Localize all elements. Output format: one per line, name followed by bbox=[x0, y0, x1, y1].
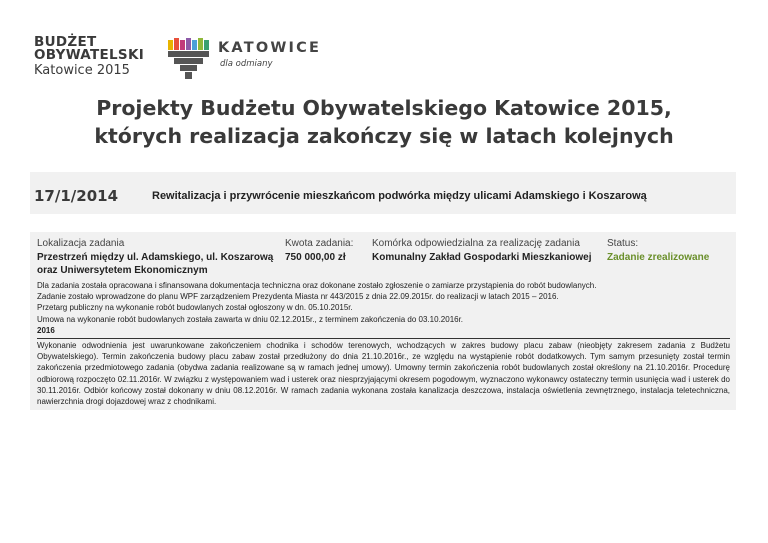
logo-bo-line2: OBYWATELSKI bbox=[34, 47, 145, 63]
location-value-line2: oraz Uniwersytetem Ekonomicznym bbox=[37, 265, 208, 276]
description-year: 2016 bbox=[37, 325, 55, 335]
amount-value: 750 000,00 zł bbox=[285, 252, 346, 263]
location-value-line1: Przestrzeń między ul. Adamskiego, ul. Koszarową bbox=[37, 252, 274, 263]
katowice-wordmark: KATOWICE bbox=[218, 40, 322, 56]
project-description bbox=[37, 280, 727, 336]
page-title-line1: Projekty Budżetu Obywatelskiego Katowice 2015, bbox=[96, 96, 672, 120]
logo-bo-line3: Katowice 2015 bbox=[34, 63, 130, 78]
budzet-obywatelski-logo bbox=[34, 36, 144, 78]
page-title-line2: których realizacja zakończy się w latach kolejnych bbox=[94, 124, 674, 148]
description-paragraph: Umowa na wykonanie robót budowlanych została zawarta w dniu 02.12.2015r., z terminem zakończenia do 03.10.2016r. bbox=[37, 314, 464, 324]
katowice-logo bbox=[166, 36, 326, 82]
katowice-emblem-icon bbox=[166, 36, 214, 82]
katowice-tagline: dla odmiany bbox=[220, 59, 273, 69]
unit-label: Komórka odpowiedzialna za realizację zadania bbox=[372, 238, 580, 249]
project-name: Rewitalizacja i przywrócenie mieszkańcom podwórka między ulicami Adamskiego i Koszarową bbox=[152, 190, 647, 202]
divider-line bbox=[37, 338, 730, 339]
status-label: Status: bbox=[607, 238, 639, 249]
unit-value: Komunalny Zakład Gospodarki Mieszkaniowej bbox=[372, 252, 592, 263]
description-paragraph: Dla zadania została opracowana i sfinansowana dokumentacja techniczna oraz dokonane zostało zgłoszenie o zamiarze przystąpienia do robót budowlanych. bbox=[37, 281, 597, 290]
status-badge: Zadanie zrealizowane bbox=[607, 252, 710, 263]
panel-divider bbox=[30, 214, 736, 232]
location-label: Lokalizacja zadania bbox=[37, 238, 125, 249]
project-id: 17/1/2014 bbox=[34, 187, 119, 205]
description-paragraph: Zadanie zostało wprowadzone do planu WPF zarządzeniem Prezydenta Miasta nr 443/2015 z dnia 22.09.2015r. do realizacji w latach 2015 – 2016. bbox=[37, 292, 559, 302]
page-title bbox=[0, 94, 768, 150]
amount-label: Kwota zadania: bbox=[285, 238, 354, 249]
logo-bo-line1: BUDŻET bbox=[34, 34, 97, 50]
description-2016: Wykonanie odwodnienia jest uwarunkowane zakończeniem chodnika i schodów terenowych, wchodzących w zakres budowy placu zabaw (nieobjęty zakresem zadania z Budżetu Obywatelskiego). Termin zakończenia budowy placu zabaw został przedłużony do dnia 21.10.2016r., ze względu na wystąpienie robót dodatkowych. Tym samym przesunięty został termin zakończenia przedmiotowego zadania (obydwa zadania realizowane są w ramach jednej umowy). Umowny termin zakończenia robót budowlanych został określony na 21.10.2016r. Procedurę odbiorową rozpoczęto 02.11.2016r. W związku z występowaniem wad i usterek oraz niesprzyjającymi okresem pogodowym, wyznaczono wykonawcy ostateczny termin usunięcia wad i usterek do 30.11.2016r. Odbiór końcowy został dokonany w dniu 08.12.2016r. W ramach zadania wykonana została kanalizacja deszczowa, instalacja oświetlenia zewnętrznego, instalacja teletechniczna, nawierzchnia drogi dojazdowej wraz z chodnikami. bbox=[37, 341, 730, 407]
description-paragraph: Przetarg publiczny na wykonanie robót budowlanych został ogłoszony w dn. 05.10.2015r. bbox=[37, 303, 353, 313]
